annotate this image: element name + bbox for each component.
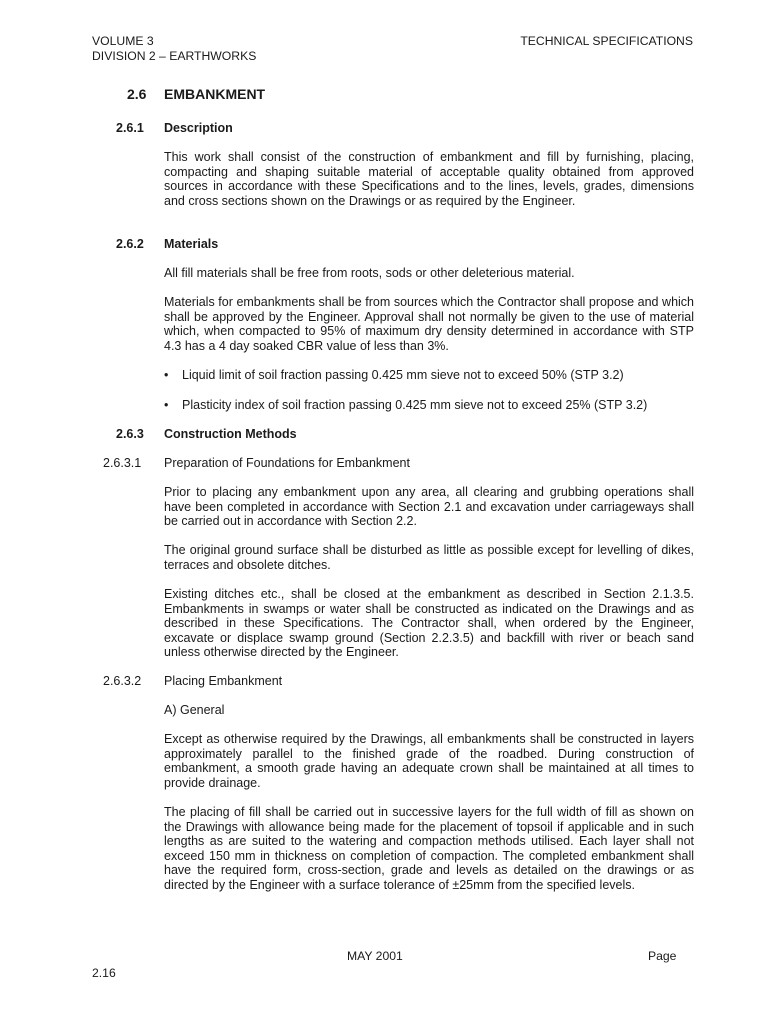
preparation-paragraph-2: The original ground surface shall be disturbed as little as possible except for levelling of dikes, terraces and obsolete ditches. — [164, 543, 694, 572]
preparation-paragraph-1: Prior to placing any embankment upon any area, all clearing and grubbing operations shall have been completed in accordance with Section 2.1 and excavation under carriageways shall be carried out in accordance with Section 2.2. — [164, 485, 694, 529]
clause-number: 2.6.3.1 — [103, 456, 142, 470]
subsection-title: Materials — [164, 237, 219, 251]
preparation-paragraph-3: Existing ditches etc., shall be closed at the embankment as described in Section 2.1.3.5. Embankments in swamps or water shall be constructed as indicated on the Drawings and as described in these Specifications. The Contractor shall, when ordered by the Engineer, excavate or displace swamp ground (Section 2.2.3.5) and backfill with river or beach sand unless otherwise directed by the Engineer. — [164, 587, 694, 660]
clause-title: Placing Embankment — [164, 674, 283, 688]
subsection-title: Description — [164, 121, 233, 135]
materials-paragraph-1: All fill materials shall be free from roots, sods or other deleterious material. — [164, 266, 575, 280]
subsection-number: 2.6.2 — [116, 237, 144, 251]
placing-paragraph-2: The placing of fill shall be carried out in successive layers for the full width of fill as shown on the Drawings with allowance being made for the placement of topsoil if applicable and in such lengths as are suited to the watering and compaction methods utilised. Each layer shall not exceed 150 mm in thickness on completion of compaction. The completed embankment shall have the required form, cross-section, grade and levels as detailed on the drawings or as directed by the Engineer with a surface tolerance of ±25mm from the specified levels. — [164, 805, 694, 892]
bullet-item — [164, 398, 647, 413]
clause-number: 2.6.3.2 — [103, 674, 142, 688]
description-paragraph: This work shall consist of the construction of embankment and fill by furnishing, placing, compacting and shaping suitable material of acceptable quality obtained from approved sources in accordance with these Specifications and to the lines, levels, grades, dimensions and cross sections shown on the Drawings or as required by the Engineer. — [164, 150, 694, 208]
bullet-text: Liquid limit of soil fraction passing 0.425 mm sieve not to exceed 50% (STP 3.2) — [182, 368, 624, 382]
section-number: 2.6 — [127, 86, 147, 102]
placing-paragraph-1: Except as otherwise required by the Drawings, all embankments shall be constructed in layers approximately parallel to the finished grade of the roadbed. During construction of embankment, a smooth grade having an adequate crown shall be maintained at all times to provide drainage. — [164, 732, 694, 790]
subsection-number: 2.6.3 — [116, 427, 144, 441]
section-title: EMBANKMENT — [164, 86, 266, 102]
subclause-heading-general: A) General — [164, 703, 225, 717]
subsection-number: 2.6.1 — [116, 121, 144, 135]
clause-heading-preparation — [103, 456, 410, 471]
subsection-heading-materials — [116, 237, 218, 252]
bullet-item — [164, 368, 624, 383]
footer-page-label: Page — [648, 949, 677, 963]
running-header-right: TECHNICAL SPECIFICATIONS — [520, 34, 693, 48]
footer-page-number: 2.16 — [92, 966, 116, 980]
section-heading — [127, 86, 265, 103]
bullet-text: Plasticity index of soil fraction passing 0.425 mm sieve not to exceed 25% (STP 3.2) — [182, 398, 648, 412]
subsection-heading-description — [116, 121, 233, 136]
running-header-left — [92, 34, 256, 64]
subsection-title: Construction Methods — [164, 427, 297, 441]
clause-title: Preparation of Foundations for Embankment — [164, 456, 410, 470]
division-label: DIVISION 2 – EARTHWORKS — [92, 49, 257, 63]
volume-label: VOLUME 3 — [92, 34, 154, 48]
bullet-symbol: • — [164, 398, 169, 412]
subsection-heading-construction-methods — [116, 427, 297, 442]
materials-paragraph-2: Materials for embankments shall be from sources which the Contractor shall propose and which shall be approved by the Engineer. Approval shall not normally be given to the use of material which, when compacted to 95% of maximum dry density determined in accordance with STP 4.3 has a 4 day soaked CBR value of less than 3%. — [164, 295, 694, 353]
footer-date: MAY 2001 — [347, 949, 403, 963]
bullet-symbol: • — [164, 368, 169, 382]
clause-heading-placing — [103, 674, 282, 689]
